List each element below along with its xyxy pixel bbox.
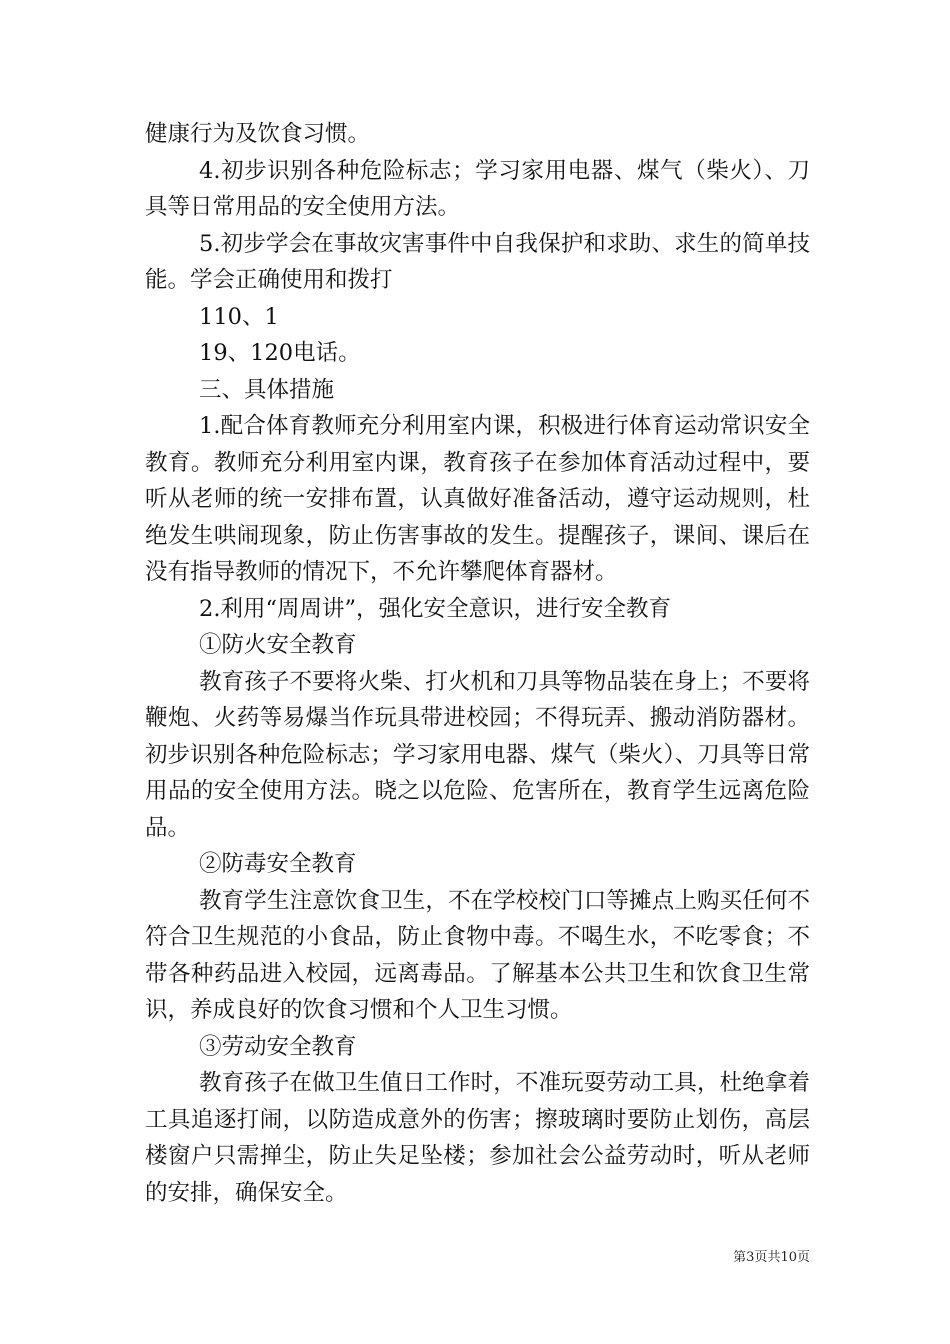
document-body <box>145 116 810 1211</box>
paragraph-item-4: 4.初步识别各种危险标志；学习家用电器、煤气（柴火）、刀具等日常用品的安全使用方法。 <box>145 157 810 220</box>
paragraph-phone-fragment-1: 110、1 <box>199 303 279 330</box>
paragraph-continuation: 健康行为及饮食习惯。 <box>145 121 371 147</box>
page-number-footer: 第3页共10页 <box>733 1250 810 1265</box>
paragraph-labor-safety: 教育孩子在做卫生值日工作时，不准玩耍劳动工具，杜绝拿着工具追逐打闹，以防造成意外的伤害；擦玻璃时要防止划伤，高层楼窗户只需掸尘，防止失足坠楼；参加社会公益劳动时，听从老师的安排，确保安全。 <box>145 1070 810 1206</box>
paragraph-poison-safety: 教育学生注意饮食卫生，不在学校校门口等摊点上购买任何不符合卫生规范的小食品，防止食物中毒。不喝生水，不吃零食；不带各种药品进入校园，远离毒品。了解基本公共卫生和饮食卫生常识，养成良好的饮食习惯和个人卫生习惯。 <box>145 887 810 1023</box>
paragraph-fire-safety: 教育孩子不要将火柴、打火机和刀具等物品装在身上；不要将鞭炮、火药等易爆当作玩具带进校园；不得玩弄、搬动消防器材。初步识别各种危险标志；学习家用电器、煤气（柴火）、刀具等日常用品的安全使用方法。晓之以危险、危害所在，教育学生远离危险品。 <box>145 668 810 841</box>
paragraph-measure-1: 1.配合体育教师充分利用室内课，积极进行体育运动常识安全教育。教师充分利用室内课，教育孩子在参加体育活动过程中，要听从老师的统一安排布置，认真做好准备活动，遵守运动规则，杜绝发生哄闹现象，防止伤害事故的发生。提醒孩子，课间、课后在没有指导教师的情况下，不允许攀爬体育器材。 <box>145 413 810 585</box>
subheading-fire-safety: ①防火安全教育 <box>199 632 357 658</box>
subheading-labor-safety: ③劳动安全教育 <box>199 1033 357 1060</box>
subheading-poison-safety: ②防毒安全教育 <box>199 851 357 877</box>
paragraph-phone-fragment-2: 19、120电话。 <box>199 340 361 366</box>
section-heading-measures: 三、具体措施 <box>199 376 335 403</box>
paragraph-item-5: 5.初步学会在事故灾害事件中自我保护和求助、求生的简单技能。学会正确使用和拨打 <box>145 230 810 293</box>
paragraph-measure-2: 2.利用“周周讲”，强化安全意识，进行安全教育 <box>199 595 671 622</box>
